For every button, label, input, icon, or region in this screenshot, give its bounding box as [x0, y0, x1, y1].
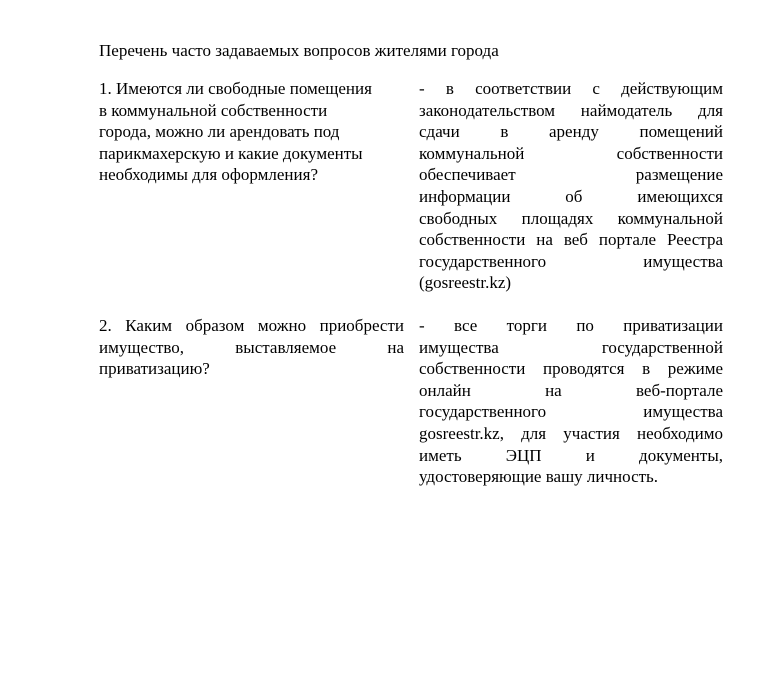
- faq-question-2: [99, 315, 404, 380]
- question-line: в коммунальной собственности: [99, 100, 328, 120]
- answer-line: (gosreestr.kz): [419, 273, 512, 293]
- answer-line: собственности проводятся в режиме: [419, 359, 723, 379]
- question-line: парикмахерскую и какие документы: [99, 143, 363, 163]
- faq-answer-1: [419, 78, 723, 294]
- page-title: Перечень часто задаваемых вопросов жителями города: [99, 41, 499, 60]
- answer-line: обеспечивает размещение: [419, 165, 723, 185]
- answer-line: свободных площадях коммунальной: [419, 208, 723, 228]
- answer-line: информации об имеющихся: [419, 186, 723, 206]
- answer-line: коммунальной собственности: [419, 143, 723, 163]
- answer-line: государственного имущества: [419, 251, 723, 271]
- answer-line: собственности на веб портале Реестра: [419, 230, 723, 250]
- question-line: приватизацию?: [99, 359, 210, 379]
- faq-answer-2: [419, 315, 723, 488]
- answer-line: законодательством наймодатель для: [419, 100, 723, 120]
- answer-line: иметь ЭЦП и документы,: [419, 445, 723, 465]
- question-line: имущество, выставляемое на: [99, 337, 404, 357]
- question-line: необходимы для оформления?: [99, 165, 318, 185]
- question-line: 2. Каким образом можно приобрести: [99, 316, 404, 335]
- answer-line: - в соответствии с действующим: [419, 79, 723, 98]
- question-line: 1. Имеются ли свободные помещения: [99, 79, 372, 98]
- question-line: города, можно ли арендовать под: [99, 122, 340, 142]
- answer-line: - все торги по приватизации: [419, 316, 723, 335]
- answer-line: gosreestr.kz, для участия необходимо: [419, 423, 723, 443]
- answer-line: онлайн на веб-портале: [419, 380, 723, 400]
- answer-line: удостоверяющие вашу личность.: [419, 467, 659, 487]
- answer-line: государственного имущества: [419, 402, 723, 422]
- answer-line: имущества государственной: [419, 337, 723, 357]
- faq-question-1: [99, 78, 404, 186]
- answer-line: сдачи в аренду помещений: [419, 122, 723, 142]
